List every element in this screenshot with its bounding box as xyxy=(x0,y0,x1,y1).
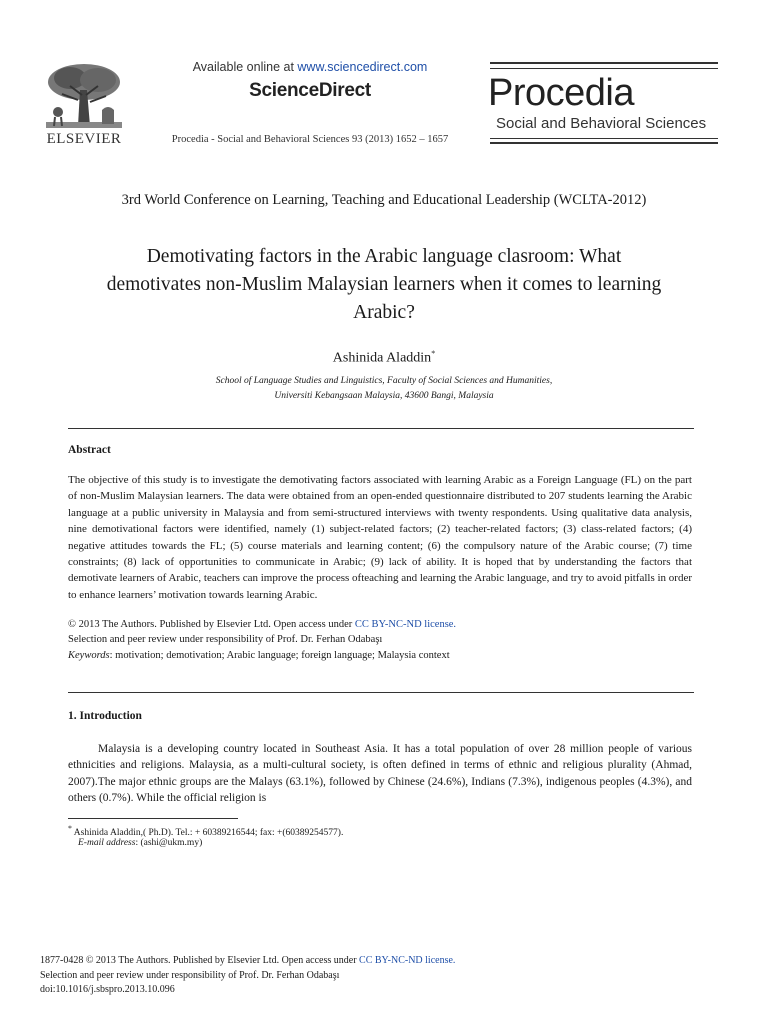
abstract-copyright xyxy=(68,619,456,630)
footnote-contact-text: Ashinida Aladdin,( Ph.D). Tel.: + 60389216544; fax: +(60389254577). xyxy=(71,828,344,839)
keywords-list: : motivation; demotivation; Arabic language; foreign language; Malaysia context xyxy=(109,650,450,661)
procedia-brand: Procedia xyxy=(488,72,634,114)
footnote-contact xyxy=(68,824,343,838)
title-line: Demotivating factors in the Arabic language clasroom: What xyxy=(146,246,622,267)
elsevier-tree-logo-icon xyxy=(40,60,128,132)
procedia-bottom-rule-thin xyxy=(490,138,718,139)
email-address: : (ashi@ukm.my) xyxy=(135,838,203,848)
sciencedirect-brand: ScienceDirect xyxy=(249,80,371,101)
procedia-top-rule-thin xyxy=(490,68,718,69)
footer-copyright-text: 1877-0428 © 2013 The Authors. Published by Elsevier Ltd. Open access under xyxy=(40,955,360,966)
procedia-subtitle: Social and Behavioral Sciences xyxy=(496,115,707,132)
title-line: demotivates non-Muslim Malaysian learners when it comes to learning xyxy=(106,274,662,295)
author-line xyxy=(40,349,728,367)
keywords-line xyxy=(68,650,450,661)
conference-name: 3rd World Conference on Learning, Teaching and Educational Leadership (WCLTA-2012) xyxy=(121,192,647,208)
copyright-text: © 2013 The Authors. Published by Elsevier Ltd. Open access under xyxy=(68,619,355,630)
keywords-label: Keywords xyxy=(68,650,110,661)
abstract-body: The objective of this study is to investigate the demotivating factors associated with learning Arabic as a Foreign Language (FL) on the part of non-Muslim Malaysian learners. The data were obtained from an open-ended questionnaire distributed to 207 students learning the Arabic language at a public university in Malaysia and from semi-structured interviews with twenty respondents. Using qualitative data analysis, nine demotivational factors were identified, namely (1) subject-related factors; (2) teacher-related factors; (3) class-related factors; (4) negative attitudes towards the FL; (5) course materials and learning content; (6) the compulsory nature of the Arabic course; (7) time constraints; (8) lack of opportunities to communicate in Arabic; (9) lack of ability. It is hoped that by understanding the factors that demotivate learners of Arabic, teachers can improve the process ofteaching and learning the Arabic language, and try to avoid pitfalls in order to enhance learners’ motivation towards learning Arabic. xyxy=(68,474,693,601)
introduction-paragraph: Malaysia is a developing country located in Southeast Asia. It has a total population of over 28 million people of various ethnicities and religions. Malaysia, as a multi-cultural society, is often defined in terms of ethnic and religious plurality (Ahmad, 2007).The major ethnic groups are the Malays (63.1%), followed by Chinese (24.6%), Indians (7.3%), indigenous peoples (4.3%), and others (0.7%). While the official religion is xyxy=(68,743,692,805)
available-prefix: Available online at xyxy=(192,60,298,74)
paper-title xyxy=(50,243,718,327)
abstract-top-rule xyxy=(68,428,694,429)
footer-doi: doi:10.1016/j.sbspro.2013.10.096 xyxy=(40,984,175,995)
journal-citation: Procedia - Social and Behavioral Sciences 93 (2013) 1652 – 1657 xyxy=(171,134,449,145)
publisher-logo-text: ELSEVIER xyxy=(46,131,122,147)
affiliation-line: Universiti Kebangsaan Malaysia, 43600 Bangi, Malaysia xyxy=(274,391,494,401)
footnote-email xyxy=(78,838,202,848)
email-label: E-mail address xyxy=(78,838,136,848)
abstract-heading: Abstract xyxy=(68,444,111,456)
footnote-mark: * xyxy=(68,824,72,833)
sciencedirect-link[interactable]: www.sciencedirect.com xyxy=(297,60,428,74)
author-name: Ashinida Aladdin xyxy=(332,350,432,366)
abstract-bottom-rule xyxy=(68,692,694,693)
title-line: Arabic? xyxy=(353,302,415,323)
footer-license-link[interactable]: CC BY-NC-ND license. xyxy=(359,955,456,966)
license-link[interactable]: CC BY-NC-ND license. xyxy=(354,619,457,630)
procedia-bottom-rule xyxy=(490,142,718,144)
abstract-peer-review: Selection and peer review under responsibility of Prof. Dr. Ferhan Odabaşı xyxy=(68,634,383,645)
affiliation-line: School of Language Studies and Linguistics, Faculty of Social Sciences and Humanities, xyxy=(215,376,553,386)
footer-peer-review: Selection and peer review under responsibility of Prof. Dr. Ferhan Odabaşı xyxy=(40,970,340,981)
section-heading-introduction: 1. Introduction xyxy=(68,710,142,722)
footer-copyright xyxy=(40,955,455,966)
procedia-top-rule xyxy=(490,62,718,64)
author-footnote-mark: * xyxy=(431,349,436,358)
affiliation xyxy=(40,374,728,404)
footnote-rule xyxy=(68,818,238,819)
available-online-line xyxy=(140,60,480,74)
